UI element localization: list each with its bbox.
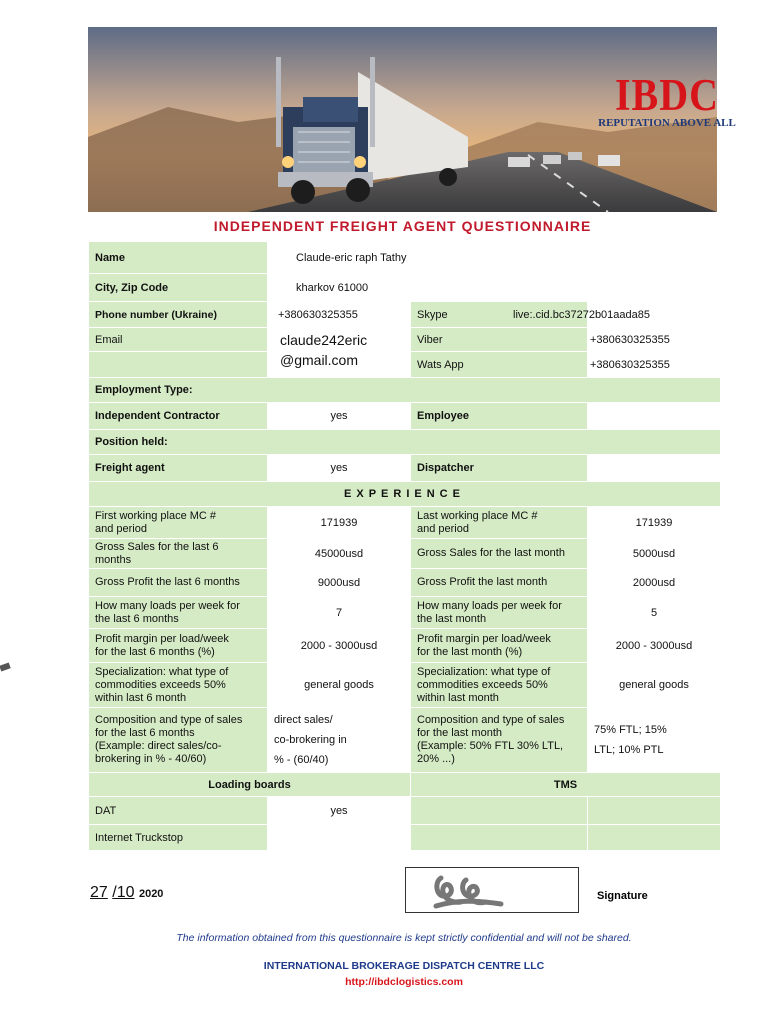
logo-tagline: REPUTATION ABOVE ALL <box>598 117 736 129</box>
skype-label: Skype <box>411 302 588 328</box>
name-value[interactable]: Claude-eric raph Tathy <box>268 242 721 274</box>
exp-value-right[interactable]: 2000usd <box>588 569 721 597</box>
experience-row <box>89 629 721 663</box>
exp-label-right: Composition and type of sales for the last month (Example: 50% FTL 30% LTL, 20% ...) <box>411 708 588 773</box>
exp-label-left: First working place MC # and period <box>89 507 268 539</box>
employee-value[interactable] <box>588 403 721 430</box>
experience-row <box>89 708 721 773</box>
board-label: Internet Truckstop <box>89 825 268 851</box>
name-label: Name <box>89 242 268 274</box>
board-value[interactable]: yes <box>268 797 411 825</box>
city-row <box>89 274 721 302</box>
exp-value-left[interactable]: 45000usd <box>268 539 411 569</box>
experience-row <box>89 539 721 569</box>
experience-row <box>89 597 721 629</box>
freight-value[interactable]: yes <box>268 455 411 482</box>
whatsapp-value[interactable]: +380630325355 <box>588 352 721 378</box>
document-title: INDEPENDENT FREIGHT AGENT QUESTIONNAIRE <box>213 218 592 234</box>
tms-value-cell[interactable] <box>588 825 721 851</box>
phone-label: Phone number (Ukraine) <box>89 302 268 328</box>
freight-row <box>89 455 721 482</box>
phone-value[interactable]: +380630325355 <box>268 302 411 328</box>
experience-row <box>89 569 721 597</box>
skype-value[interactable] <box>513 302 721 328</box>
exp-value-left[interactable]: general goods <box>268 663 411 708</box>
experience-heading-row <box>89 482 721 507</box>
date-field[interactable] <box>90 884 163 902</box>
exp-label-left: Composition and type of sales for the last 6 months (Example: direct sales/co- brokering in % - 40/60) <box>89 708 268 773</box>
position-label: Position held: <box>89 430 721 455</box>
viber-value[interactable]: +380630325355 <box>588 328 721 352</box>
exp-label-left: Gross Profit the last 6 months <box>89 569 268 597</box>
dispatcher-value[interactable] <box>588 455 721 482</box>
exp-value-right[interactable]: 171939 <box>588 507 721 539</box>
email-value[interactable]: claude242eric <box>268 328 411 352</box>
confidentiality-note: The information obtained from this questionnaire is kept strictly confidential and will not be shared. <box>176 932 632 944</box>
email2-label <box>89 352 268 378</box>
exp-label-left: Gross Sales for the last 6 months <box>89 539 268 569</box>
edge-mark <box>0 662 11 671</box>
contractor-row <box>89 403 721 430</box>
tms-value-cell[interactable] <box>588 797 721 825</box>
city-value[interactable]: kharkov 61000 <box>268 274 721 302</box>
exp-value-right[interactable]: 75% FTL; 15% LTL; 10% PTL <box>588 708 721 773</box>
exp-value-left[interactable]: 9000usd <box>268 569 411 597</box>
board-row <box>89 797 721 825</box>
company-url[interactable]: http://ibdclogistics.com <box>345 976 463 988</box>
position-row <box>89 430 721 455</box>
exp-label-right: Specialization: what type of commodities exceeds 50% within last month <box>411 663 588 708</box>
skype-text: live:.cid.bc37272b01aada85 <box>513 308 651 321</box>
phone-row <box>89 302 721 328</box>
freight-label: Freight agent <box>89 455 268 482</box>
exp-label-right: Gross Profit the last month <box>411 569 588 597</box>
employment-type-label: Employment Type: <box>89 378 721 403</box>
boards-heading-row <box>89 773 721 797</box>
company-logo <box>598 68 736 129</box>
board-row <box>89 825 721 851</box>
experience-heading: EXPERIENCE <box>89 482 721 507</box>
exp-label-right: Profit margin per load/week for the last month (%) <box>411 629 588 663</box>
exp-label-left: How many loads per week for the last 6 months <box>89 597 268 629</box>
email-label: Email <box>89 328 268 352</box>
experience-row <box>89 663 721 708</box>
exp-value-left[interactable]: 2000 - 3000usd <box>268 629 411 663</box>
email-domain[interactable]: @gmail.com <box>268 352 411 378</box>
tms-heading: TMS <box>411 773 721 797</box>
exp-label-left: Profit margin per load/week for the last 6 months (%) <box>89 629 268 663</box>
loading-boards-heading: Loading boards <box>89 773 411 797</box>
exp-value-left[interactable]: 171939 <box>268 507 411 539</box>
email-row <box>89 328 721 352</box>
signature-box[interactable] <box>405 867 579 913</box>
exp-value-left[interactable]: direct sales/ co-brokering in % - (60/40) <box>268 708 411 773</box>
exp-value-right[interactable]: 5000usd <box>588 539 721 569</box>
employment-type-row <box>89 378 721 403</box>
exp-value-left[interactable]: 7 <box>268 597 411 629</box>
date-month: /10 <box>112 884 135 901</box>
whatsapp-label: Wats App <box>411 352 588 378</box>
tms-cell[interactable] <box>411 797 588 825</box>
exp-value-right[interactable]: general goods <box>588 663 721 708</box>
signature-label: Signature <box>597 890 648 902</box>
date-year: 2020 <box>138 888 164 900</box>
questionnaire-table <box>88 241 721 851</box>
viber-label: Viber <box>411 328 588 352</box>
email2-row <box>89 352 721 378</box>
exp-label-right: Last working place MC # and period <box>411 507 588 539</box>
date-day: 27 <box>90 884 108 901</box>
contractor-value[interactable]: yes <box>268 403 411 430</box>
signature-icon <box>406 868 578 912</box>
board-value[interactable] <box>268 825 411 851</box>
exp-label-left: Specialization: what type of commodities exceeds 50% within last 6 month <box>89 663 268 708</box>
board-label: DAT <box>89 797 268 825</box>
city-label: City, Zip Code <box>89 274 268 302</box>
employee-label: Employee <box>411 403 588 430</box>
logo-text: IBDC <box>614 68 720 121</box>
exp-value-right[interactable]: 5 <box>588 597 721 629</box>
header-banner <box>88 27 736 212</box>
contractor-label: Independent Contractor <box>89 403 268 430</box>
tms-cell[interactable] <box>411 825 588 851</box>
name-row <box>89 242 721 274</box>
dispatcher-label: Dispatcher <box>411 455 588 482</box>
exp-value-right[interactable]: 2000 - 3000usd <box>588 629 721 663</box>
company-name: INTERNATIONAL BROKERAGE DISPATCH CENTRE LLC <box>263 960 545 972</box>
exp-label-right: Gross Sales for the last month <box>411 539 588 569</box>
exp-label-right: How many loads per week for the last month <box>411 597 588 629</box>
experience-row <box>89 507 721 539</box>
